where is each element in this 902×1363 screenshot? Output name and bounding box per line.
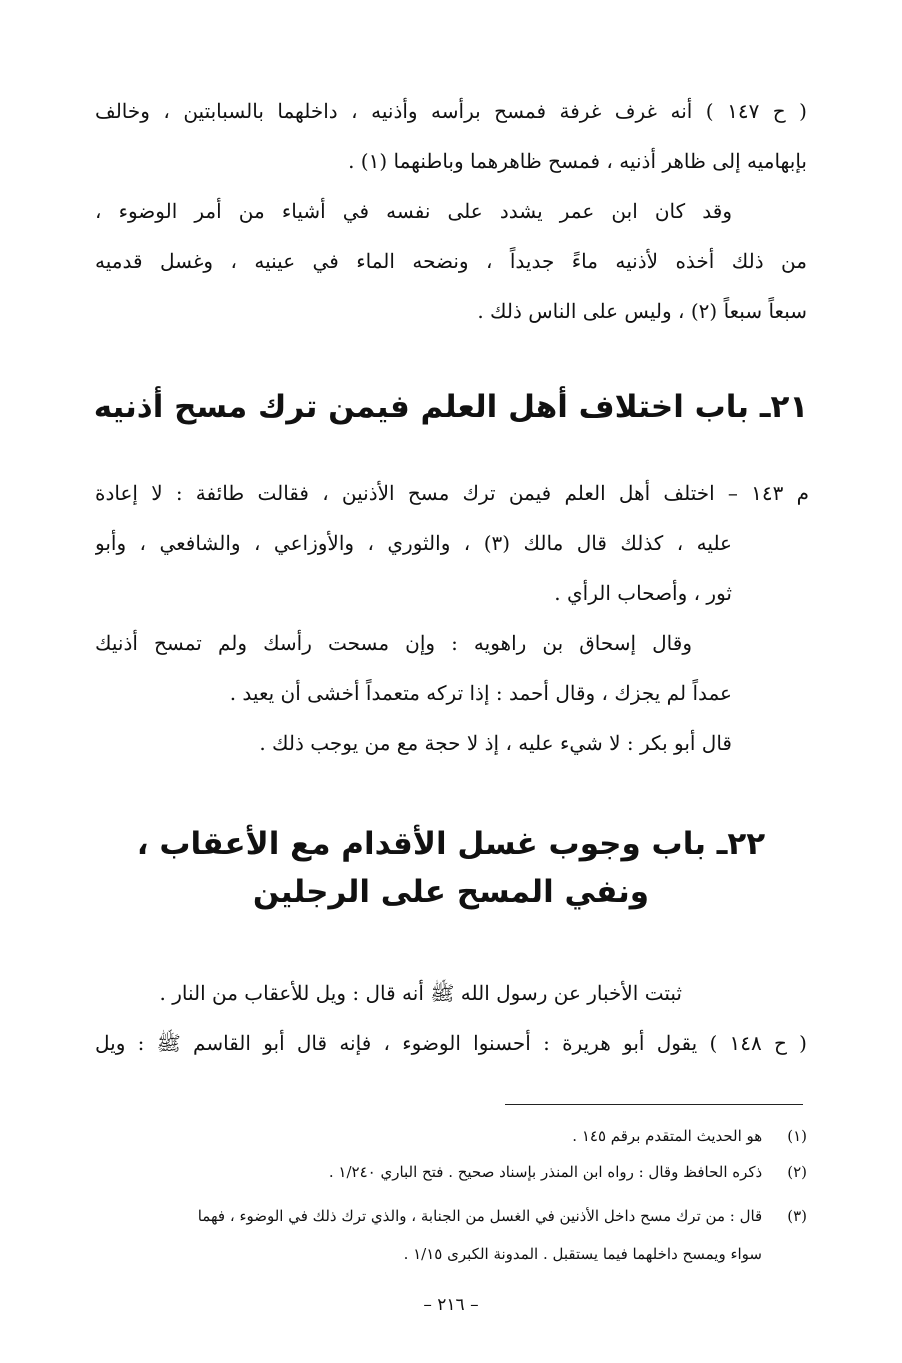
ibn-umar-line-1: وقد كان ابن عمر يشدد على نفسه في أشياء من أمر الوضوء ، bbox=[95, 199, 732, 223]
ibn-umar-line-3: سبعاً سبعاً (٢) ، وليس على الناس ذلك . bbox=[477, 299, 807, 323]
ishaq-line-1: وقال إسحاق بن راهويه : وإن مسحت رأسك ولم تمسح أذنيك bbox=[95, 631, 692, 655]
page-number: – ٢١٦ – bbox=[423, 1295, 479, 1315]
hadith-148-line: ( ح ١٤٨ ) يقول أبو هريرة : أحسنوا الوضوء ، فإنه قال أبو القاسم ﷺ : ويل bbox=[95, 1031, 807, 1055]
footnote-2 bbox=[95, 1160, 807, 1184]
chapter-22-heading-line-2: ونفي المسح على الرجلين bbox=[252, 874, 650, 910]
ishaq-line-2: عمداً لم يجزك ، وقال أحمد : إذا تركه متعمداً أخشى أن يعيد . bbox=[229, 681, 732, 705]
footnote-1-number: (١) bbox=[787, 1127, 807, 1145]
footnote-3-continuation: سواء ويمسح داخلهما فيما يستقبل . المدونة الكبرى ١/١٥ . bbox=[403, 1245, 762, 1263]
masala-143-line-1: م ١٤٣ – اختلف أهل العلم فيمن ترك مسح الأذنين ، فقالت طائفة : لا إعادة bbox=[95, 481, 809, 505]
footnote-3-text-line-1: قال : من ترك مسح داخل الأذنين في الغسل من الجنابة ، والذي ترك ذلك في الوضوء ، فهما bbox=[197, 1207, 763, 1225]
footnote-2-number: (٢) bbox=[787, 1163, 807, 1181]
footnote-3 bbox=[95, 1204, 807, 1228]
chapter-21-heading: ٢١ـ باب اختلاف أهل العلم فيمن ترك مسح أذنيه bbox=[93, 389, 809, 425]
hadith-147-line-2: بإبهاميه إلى ظاهر أذنيه ، فمسح ظاهرهما وباطنهما (١) . bbox=[348, 149, 807, 173]
footnote-3-number: (٣) bbox=[787, 1207, 807, 1225]
akhbar-line: ثبتت الأخبار عن رسول الله ﷺ أنه قال : ويل للأعقاب من النار . bbox=[159, 981, 682, 1005]
ibn-umar-line-2: من ذلك أخذه لأذنيه ماءً جديداً ، ونضحه الماء في عينيه ، وغسل قدميه bbox=[95, 249, 807, 273]
abu-bakr-line: قال أبو بكر : لا شيء عليه ، إذ لا حجة مع من يوجب ذلك . bbox=[259, 731, 732, 755]
hadith-147-line-1: ( ح ١٤٧ ) أنه غرف غرفة فمسح برأسه وأذنيه ، داخلهما بالسبابتين ، وخالف bbox=[95, 99, 807, 123]
masala-143-line-2: عليه ، كذلك قال مالك (٣) ، والثوري ، والأوزاعي ، والشافعي ، وأبو bbox=[95, 531, 732, 555]
footnote-1 bbox=[95, 1124, 807, 1148]
footnote-2-text: ذكره الحافظ وقال : رواه ابن المنذر بإسناد صحيح . فتح الباري ١/٢٤٠ . bbox=[328, 1163, 763, 1181]
chapter-22-heading-line-1: ٢٢ـ باب وجوب غسل الأقدام مع الأعقاب ، bbox=[136, 826, 766, 862]
footnote-1-text: هو الحديث المتقدم برقم ١٤٥ . bbox=[572, 1127, 763, 1145]
masala-143-line-3: ثور ، وأصحاب الرأي . bbox=[554, 581, 732, 605]
footnote-separator bbox=[505, 1104, 803, 1105]
